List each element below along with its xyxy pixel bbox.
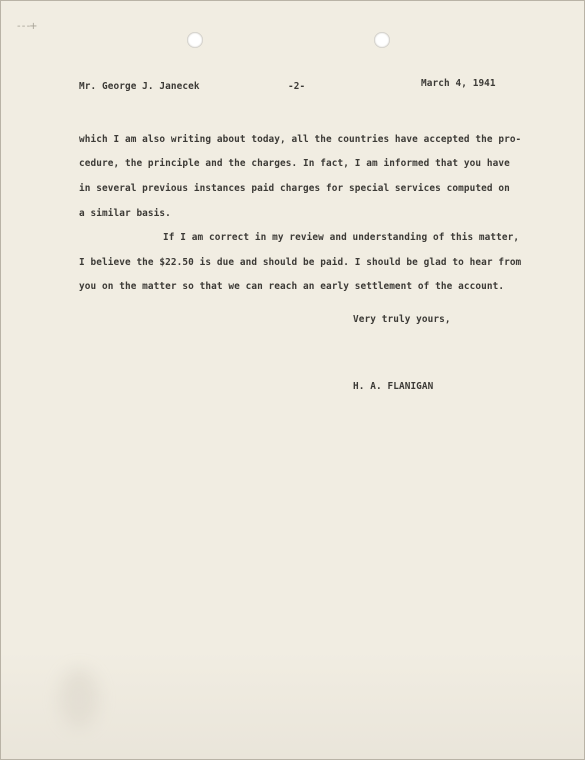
punch-hole-left	[187, 32, 203, 48]
body-line: cedure, the principle and the charges. In fact, I am informed that you have	[79, 158, 510, 169]
recipient-name: Mr. George J. Janecek	[79, 81, 200, 92]
paper-wear	[1, 651, 584, 759]
closing-salutation: Very truly yours,	[353, 314, 451, 325]
body-line: in several previous instances paid charges for special services computed on	[79, 183, 510, 194]
body-line: which I am also writing about today, all the countries have accepted the pro-	[79, 134, 522, 145]
body-line: If I am correct in my review and understanding of this matter,	[163, 232, 520, 243]
pencil-mark: - - -+	[17, 21, 37, 32]
body-line: a similar basis.	[79, 208, 171, 219]
body-line: I believe the $22.50 is due and should be paid. I should be glad to hear from	[79, 257, 522, 268]
signature-name: H. A. FLANIGAN	[353, 381, 434, 392]
page-number: -2-	[288, 81, 306, 92]
letter-date: March 4, 1941	[421, 78, 496, 89]
punch-hole-right	[374, 32, 390, 48]
body-line: you on the matter so that we can reach an early settlement of the account.	[79, 281, 505, 292]
